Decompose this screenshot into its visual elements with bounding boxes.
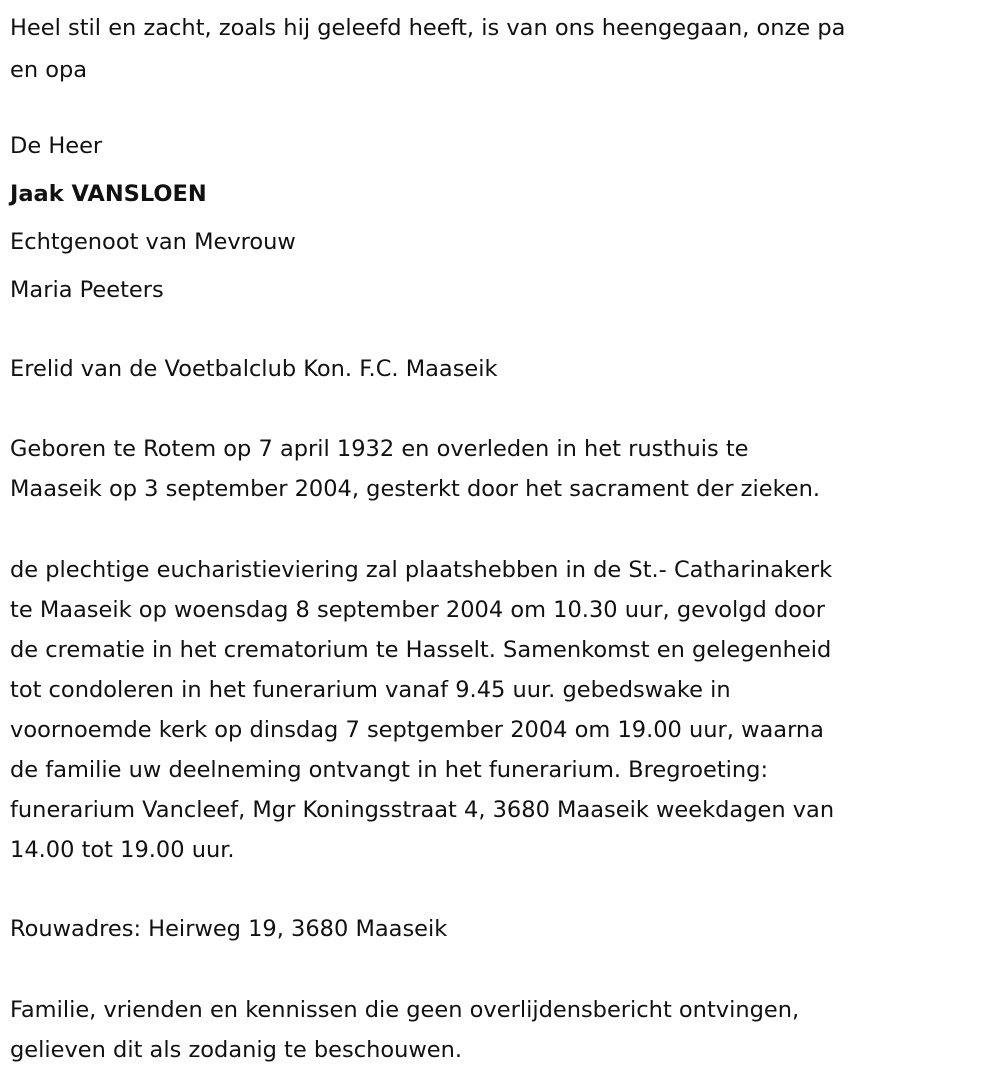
text-line: de familie uw deelneming ontvangt in het funerarium. Bregroeting: [10,757,769,783]
text-line: Rouwadres: Heirweg 19, 3680 Maaseik [10,916,448,942]
text-line: 14.00 tot 19.00 uur. [10,837,235,863]
title-prefix: De Heer [10,133,103,159]
spouse-line: Echtgenoot van Mevrouw [10,229,296,255]
spouse-name: Maria Peeters [10,277,164,303]
closing-paragraph [10,990,799,1070]
text-line: de plechtige eucharistieviering zal plaatshebben in de St.- Catharinakerk [10,557,833,583]
text-line: gelieven dit als zodanig te beschouwen. [10,1037,463,1063]
text-line: Heel stil en zacht, zoals hij geleefd heeft, is van ons heengegaan, onze pa [10,15,846,41]
address-paragraph [10,909,447,949]
text-line: Geboren te Rotem op 7 april 1932 en overleden in het rusthuis te [10,436,749,462]
text-line: voornoemde kerk op dinsdag 7 septgember 2004 om 19.00 uur, waarna [10,717,824,743]
text-line: Familie, vrienden en kennissen die geen overlijdensbericht ontvingen, [10,997,800,1023]
ceremony-paragraph [10,550,834,870]
text-line: Erelid van de Voetbalclub Kon. F.C. Maaseik [10,356,498,382]
text-line: funerarium Vancleef, Mgr Koningsstraat 4, 3680 Maaseik weekdagen van [10,797,835,823]
deceased-name: Jaak VANSLOEN [10,181,207,207]
text-line: en opa [10,57,88,83]
text-line: Maaseik op 3 september 2004, gesterkt door het sacrament der zieken. [10,476,821,502]
honorary-paragraph [10,349,498,389]
text-line: de crematie in het crematorium te Hasselt. Samenkomst en gelegenheid [10,637,832,663]
name-block [10,122,296,314]
text-line: tot condoleren in het funerarium vanaf 9.45 uur. gebedswake in [10,677,731,703]
intro-paragraph [10,7,845,91]
birth-death-paragraph [10,429,820,509]
text-line: te Maaseik op woensdag 8 september 2004 om 10.30 uur, gevolgd door [10,597,826,623]
